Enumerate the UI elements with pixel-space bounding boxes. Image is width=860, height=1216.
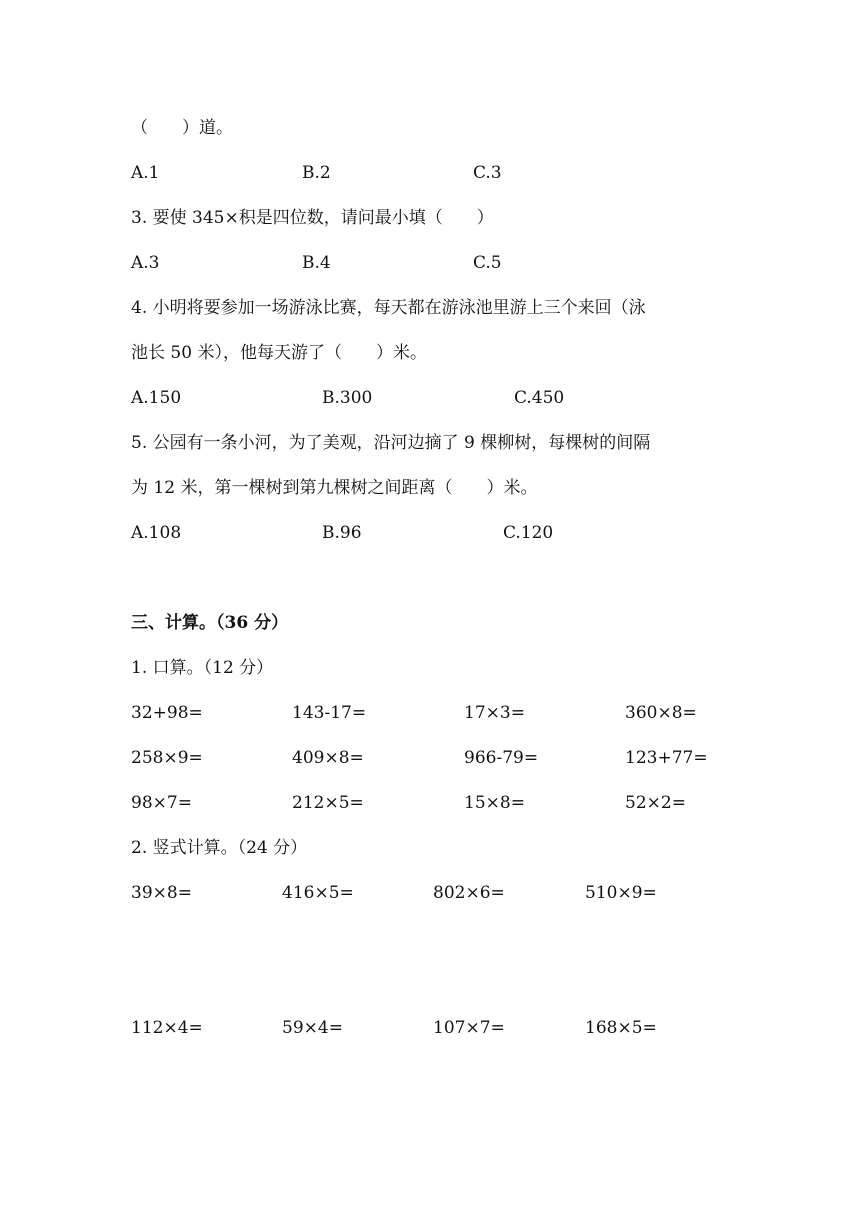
- oral-item: 52×2=: [625, 793, 686, 813]
- oral-item: 360×8=: [625, 703, 697, 723]
- oral-item: 17×3=: [464, 703, 525, 723]
- section3-heading: 三、计算。（36 分）: [131, 613, 289, 633]
- vertical-item: 510×9=: [585, 883, 657, 903]
- q2-line: （ ）道。: [131, 118, 233, 138]
- vertical-item: 168×5=: [585, 1018, 657, 1038]
- vertical-item: 59×4=: [282, 1018, 343, 1038]
- oral-item: 15×8=: [464, 793, 525, 813]
- q5-option-b: B.96: [322, 523, 362, 543]
- oral-item: 123+77=: [625, 748, 708, 768]
- q5-line2: 为 12 米，第一棵树到第九棵树之间距离（ ）米。: [131, 478, 538, 498]
- sub1-title: 1. 口算。（12 分）: [131, 658, 274, 678]
- vertical-item: 107×7=: [433, 1018, 505, 1038]
- q3-option-b: B.4: [302, 253, 331, 273]
- q4-line2: 池长 50 米），他每天游了（ ）米。: [131, 343, 427, 363]
- q3-option-a: A.3: [131, 253, 160, 273]
- q3-option-c: C.5: [473, 253, 502, 273]
- q2-option-c: C.3: [473, 163, 502, 183]
- oral-item: 409×8=: [292, 748, 364, 768]
- oral-item: 143-17=: [292, 703, 367, 723]
- oral-item: 98×7=: [131, 793, 192, 813]
- vertical-item: 112×4=: [131, 1018, 203, 1038]
- q2-option-b: B.2: [302, 163, 331, 183]
- oral-item: 212×5=: [292, 793, 364, 813]
- sub2-title: 2. 竖式计算。（24 分）: [131, 838, 308, 858]
- q3-text: 3. 要使 345×积是四位数，请问最小填（ ）: [131, 208, 494, 228]
- oral-item: 258×9=: [131, 748, 203, 768]
- q5-option-a: A.108: [131, 523, 182, 543]
- q5-line1: 5. 公园有一条小河，为了美观，沿河边摘了 9 棵柳树，每棵树的间隔: [131, 433, 651, 453]
- oral-item: 966-79=: [464, 748, 539, 768]
- q4-option-b: B.300: [322, 388, 373, 408]
- vertical-item: 39×8=: [131, 883, 192, 903]
- q4-line1: 4. 小明将要参加一场游泳比赛，每天都在游泳池里游上三个来回（泳: [131, 298, 646, 318]
- vertical-item: 416×5=: [282, 883, 354, 903]
- oral-item: 32+98=: [131, 703, 203, 723]
- q4-option-c: C.450: [514, 388, 565, 408]
- vertical-item: 802×6=: [433, 883, 505, 903]
- q4-option-a: A.150: [131, 388, 182, 408]
- q5-option-c: C.120: [503, 523, 554, 543]
- q2-option-a: A.1: [131, 163, 160, 183]
